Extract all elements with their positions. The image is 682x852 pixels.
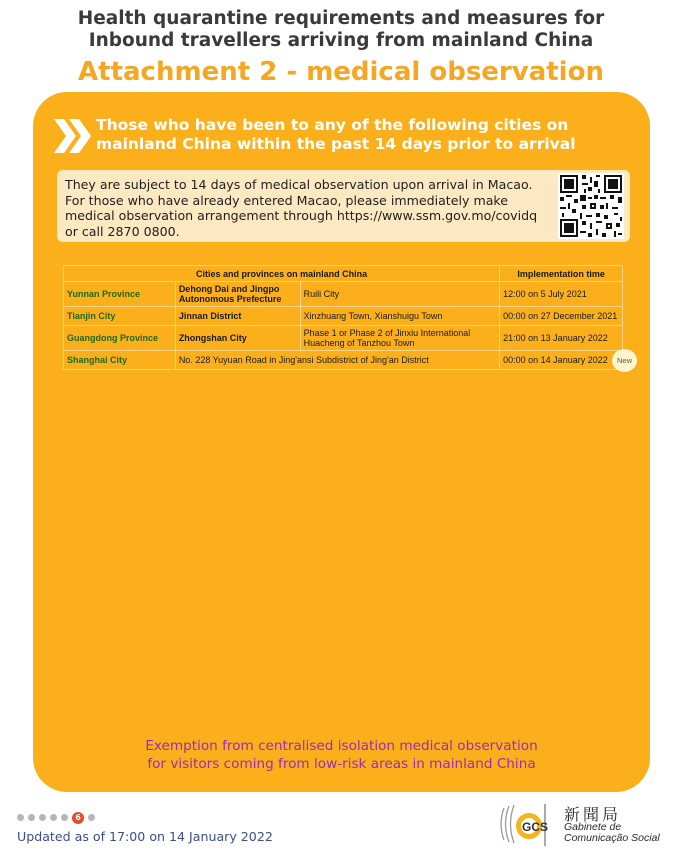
table-row xyxy=(64,326,623,351)
page-dot[interactable] xyxy=(61,814,68,821)
table-row xyxy=(64,351,623,370)
gcs-logo xyxy=(498,800,676,848)
notice-line-3: medical observation arrangement through https://www.ssm.gov.mo/covidq xyxy=(65,208,538,223)
header-cities: Cities and provinces on mainland China xyxy=(64,266,500,282)
page-title-line-2: Inbound travellers arriving from mainland China xyxy=(88,30,594,51)
page-dot[interactable] xyxy=(17,814,24,821)
page-dot-current[interactable]: 6 xyxy=(72,812,84,824)
exemption-line-2: for visitors coming from low-risk areas in mainland China xyxy=(147,756,536,772)
page-dot[interactable] xyxy=(50,814,57,821)
notice-line-4: or call 2870 0800. xyxy=(65,223,180,239)
observation-table xyxy=(63,265,623,370)
row-area: Xinzhuang Town, Xianshuigu Town xyxy=(300,307,500,326)
section-heading-line-1: Those who have been to any of the following cities on xyxy=(96,116,569,134)
row-province: Tianjin City xyxy=(64,307,176,326)
row-district: Zhongshan City xyxy=(175,326,300,351)
logo-name-pt-line-1: Gabinete de xyxy=(564,821,622,833)
notice-line-1: They are subject to 14 days of medical observation upon arrival in Macao. xyxy=(65,177,533,192)
table-row xyxy=(64,282,623,307)
row-district xyxy=(175,282,300,307)
exemption-link[interactable] xyxy=(33,737,650,773)
notice-box xyxy=(57,170,630,242)
row-time: 00:00 on 14 January 2022 xyxy=(500,351,623,370)
new-badge: New xyxy=(612,349,637,372)
gcs-logo-mark: GCS xyxy=(522,820,549,834)
row-area xyxy=(300,326,500,351)
row-area: Ruili City xyxy=(300,282,500,307)
row-district-line-1: Dehong Dai and Jingpo xyxy=(178,284,280,294)
page-title xyxy=(0,8,682,52)
table-row xyxy=(64,307,623,326)
row-time: 00:00 on 27 December 2021 xyxy=(500,307,623,326)
logo-name-portuguese xyxy=(564,822,676,844)
row-province: Shanghai City xyxy=(64,351,176,370)
updated-timestamp: Updated as of 17:00 on 14 January 2022 xyxy=(17,829,273,844)
row-province: Guangdong Province xyxy=(64,326,176,351)
page-dot[interactable] xyxy=(28,814,35,821)
section-heading-line-2: mainland China within the past 14 days prior to arrival xyxy=(96,135,576,153)
exemption-line-1: Exemption from centralised isolation medical observation xyxy=(145,738,538,754)
row-area-line-1: Phase 1 or Phase 2 of Jinxiu International xyxy=(303,328,471,338)
qr-code-icon[interactable] xyxy=(558,173,624,239)
logo-name-chinese: 新聞局 xyxy=(564,805,622,824)
row-district-line-2: Autonomous Prefecture xyxy=(178,294,282,304)
page-dot[interactable] xyxy=(39,814,46,821)
row-district: Jinnan District xyxy=(175,307,300,326)
row-area-line-2: Huacheng of Tanzhou Town xyxy=(303,338,415,348)
page-dot[interactable] xyxy=(88,814,95,821)
gcs-logo-icon xyxy=(498,800,560,848)
notice-text xyxy=(65,177,555,239)
logo-name-pt-line-2: Comunicação Social xyxy=(564,832,660,844)
row-time: 12:00 on 5 July 2021 xyxy=(500,282,623,307)
page-title-line-1: Health quarantine requirements and measures for xyxy=(77,8,605,29)
page-subtitle: Attachment 2 - medical observation xyxy=(78,57,604,87)
notice-line-2: For those who have already entered Macao, please immediately make xyxy=(65,192,509,208)
table-header-row xyxy=(64,266,623,282)
header-time: Implementation time xyxy=(500,266,623,282)
double-chevron-icon xyxy=(52,117,92,155)
row-time: 21:00 on 13 January 2022 xyxy=(500,326,623,351)
row-province: Yunnan Province xyxy=(64,282,176,307)
row-area: No. 228 Yuyuan Road in Jing'ansi Subdistrict of Jing'an District xyxy=(175,351,499,370)
section-heading xyxy=(96,116,616,154)
